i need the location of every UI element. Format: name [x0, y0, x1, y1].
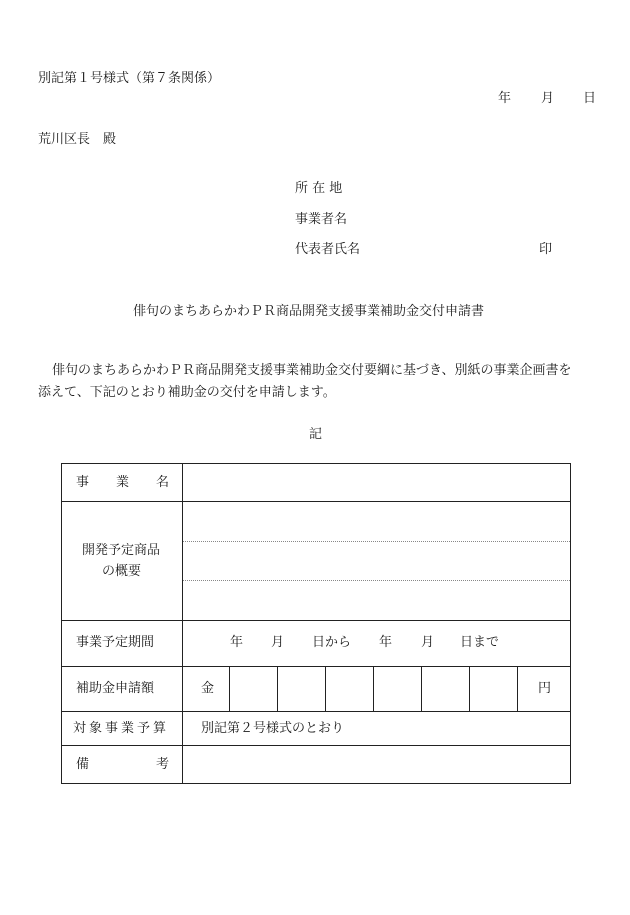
addressee: 荒川区長 殿 [38, 132, 117, 147]
product-overview-label-line1: 開発予定商品 [82, 543, 161, 558]
date-month-label: 月 [541, 91, 555, 106]
application-table [61, 463, 571, 784]
row-divider [62, 501, 570, 502]
date-day-label: 日 [583, 91, 597, 106]
project-name-label-char: 業 [116, 475, 130, 490]
amount-suffix: 円 [538, 681, 552, 696]
body-text-line1: 俳句のまちあらかわＰＲ商品開発支援事業補助金交付要綱に基づき、別紙の事業企画書を [52, 363, 572, 378]
remarks-label-char: 備 [76, 757, 90, 772]
period-year-from: 年 [230, 635, 244, 650]
amount-digit-divider [373, 666, 374, 711]
ki-label: 記 [309, 427, 323, 442]
row-divider [62, 620, 570, 621]
period-label: 事業予定期間 [76, 635, 155, 650]
amount-label: 補助金申請額 [76, 681, 155, 696]
business-name-label: 事業者名 [295, 212, 348, 227]
period-month-from: 月 [271, 635, 285, 650]
budget-label: 対象事業予算 [73, 721, 170, 736]
budget-value: 別記第２号様式のとおり [201, 721, 345, 736]
amount-prefix: 金 [201, 681, 215, 696]
date-year-label: 年 [498, 91, 512, 106]
amount-digit-divider [469, 666, 470, 711]
project-name-label-char: 名 [156, 475, 170, 490]
row-divider [62, 666, 570, 667]
row-divider [62, 745, 570, 746]
period-day-to: 日まで [460, 635, 500, 650]
overview-line [182, 541, 570, 542]
row-divider [62, 711, 570, 712]
amount-digit-divider [421, 666, 422, 711]
overview-line [182, 580, 570, 581]
label-column-divider [182, 464, 183, 783]
seal-label: 印 [539, 242, 553, 257]
remarks-label-char: 考 [156, 757, 170, 772]
product-overview-label-line2: の概要 [102, 564, 142, 579]
amount-digit-divider [325, 666, 326, 711]
period-day-from: 日から [312, 635, 352, 650]
amount-digit-divider [229, 666, 230, 711]
body-text-line2: 添えて、下記のとおり補助金の交付を申請します。 [38, 385, 336, 400]
amount-digit-divider [517, 666, 518, 711]
representative-label: 代表者氏名 [295, 242, 361, 257]
project-name-label-char: 事 [76, 475, 90, 490]
document-title: 俳句のまちあらかわＰＲ商品開発支援事業補助金交付申請書 [133, 304, 485, 319]
address-label: 所 在 地 [295, 181, 343, 196]
form-number: 別記第１号様式（第７条関係） [38, 71, 221, 86]
amount-digit-divider [277, 666, 278, 711]
period-month-to: 月 [421, 635, 435, 650]
period-year-to: 年 [379, 635, 393, 650]
